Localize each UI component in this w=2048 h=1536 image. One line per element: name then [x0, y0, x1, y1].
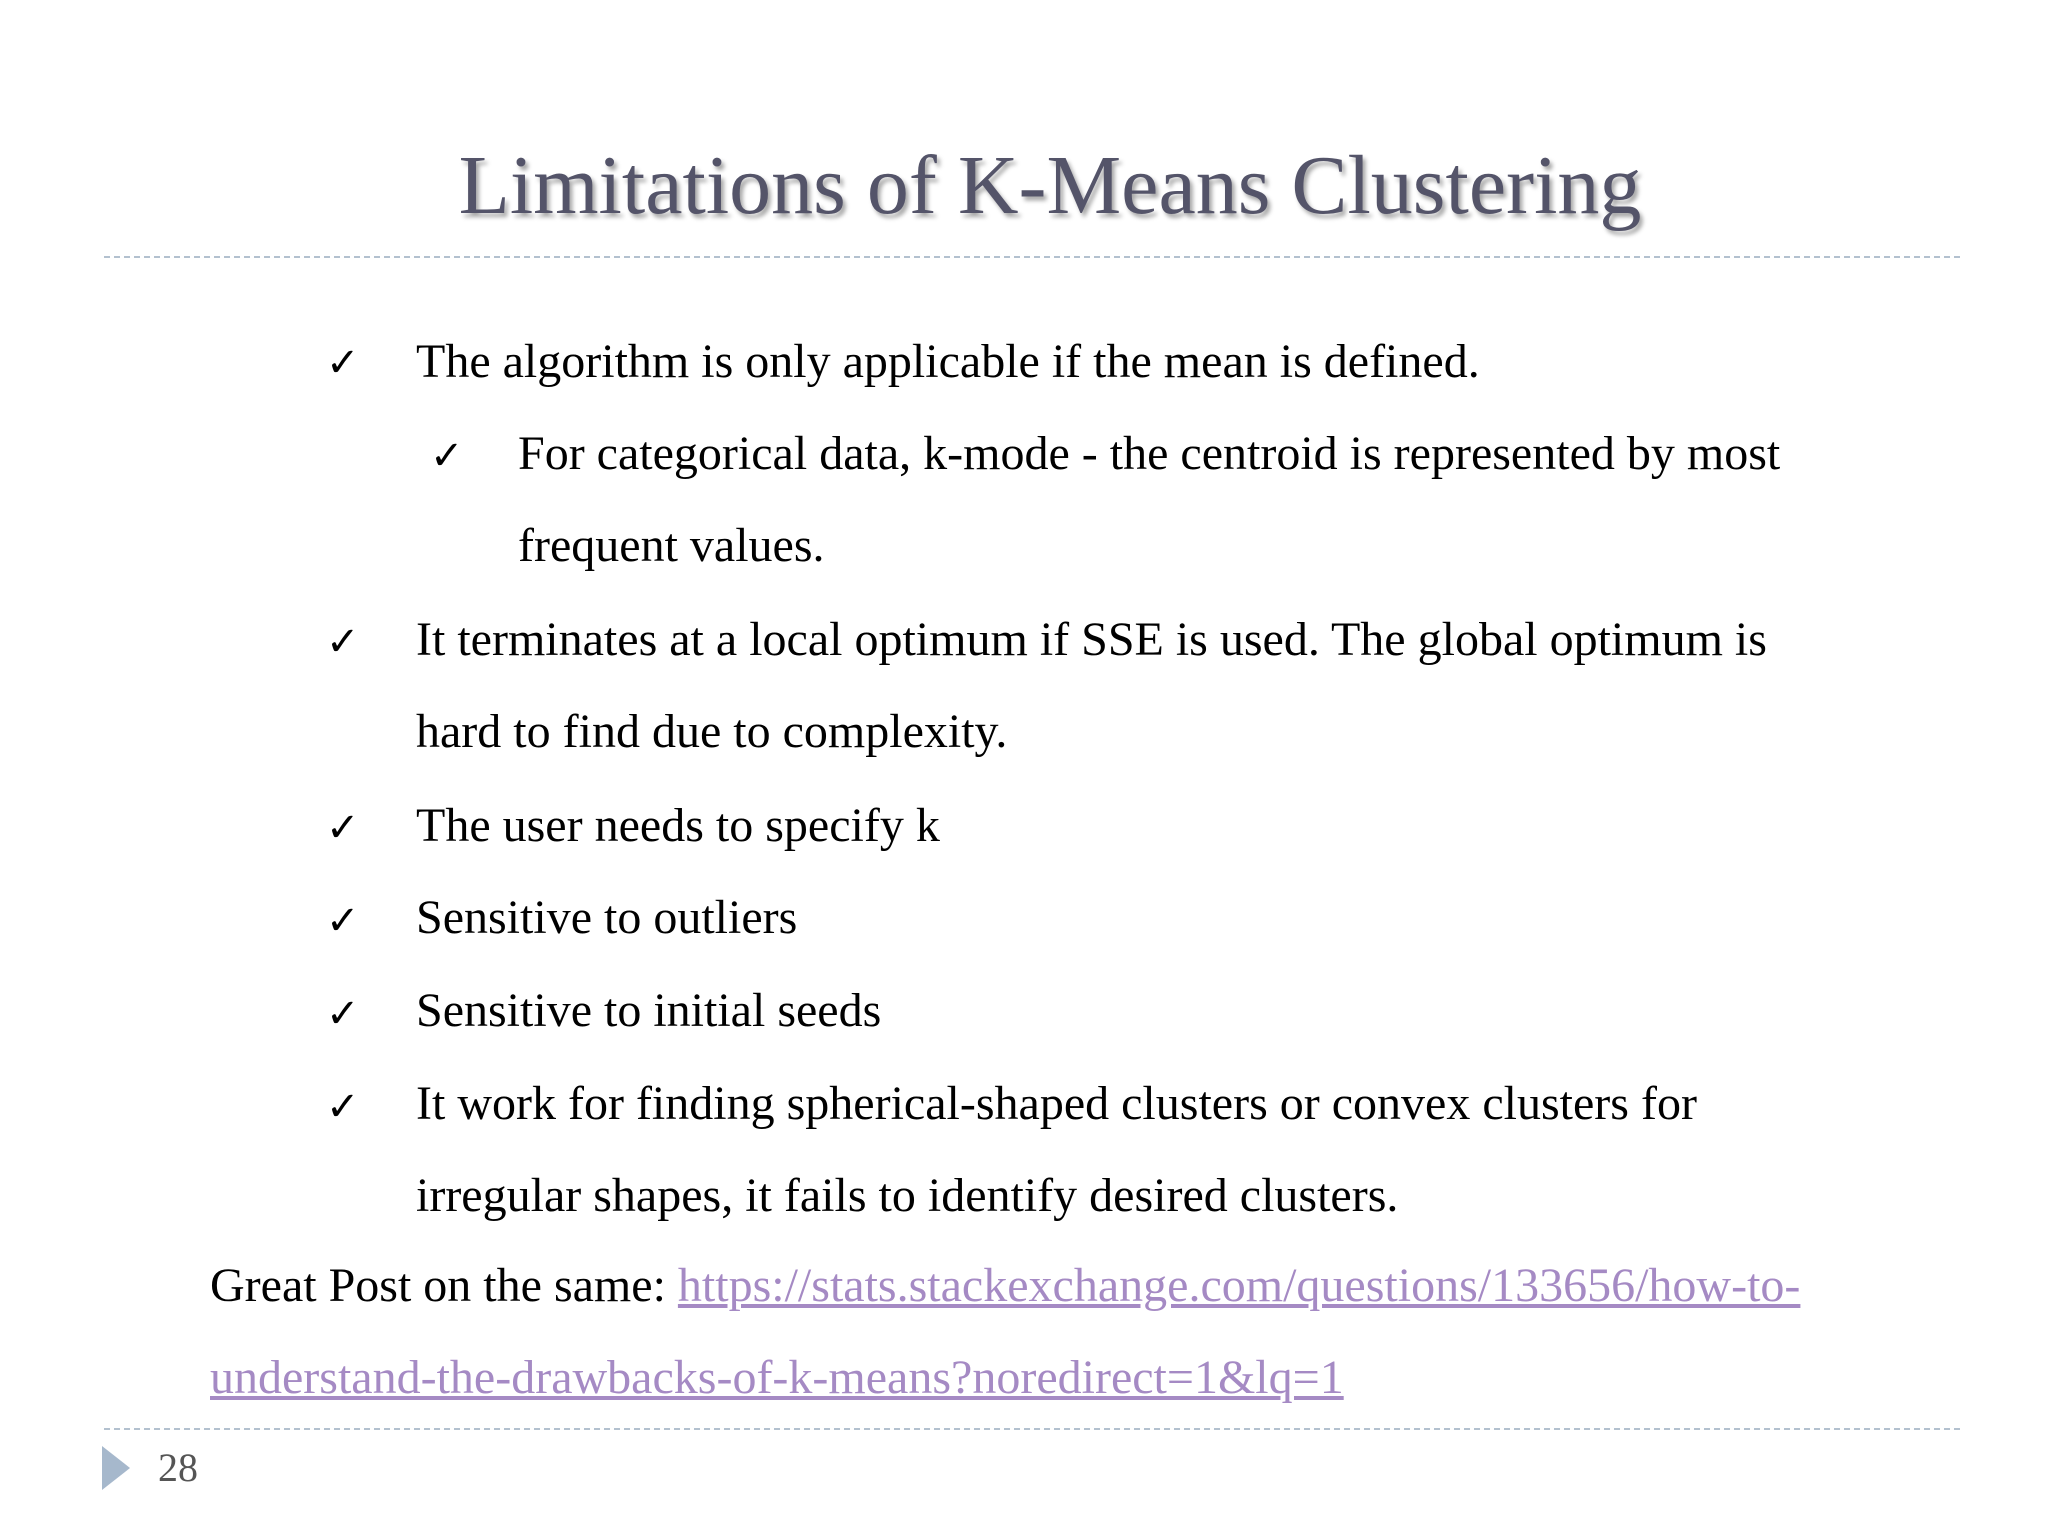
bullet-7 [416, 1058, 1697, 1242]
bullet-7-line-2: irregular shapes, it fails to identify desired clusters. [416, 1169, 1399, 1222]
footer-prefix: Great Post on the same: [210, 1259, 678, 1312]
title-divider [104, 256, 1960, 258]
bullet-7-line-1: It work for finding spherical-shaped clusters or convex clusters for [416, 1077, 1697, 1130]
bullet-1 [416, 316, 1480, 408]
bullet-4 [416, 780, 940, 872]
bullet-3-line-2: hard to find due to complexity. [416, 705, 1008, 758]
bullet-5-line-1: Sensitive to outliers [416, 891, 798, 944]
check-icon: ✓ [326, 340, 360, 386]
triangle-arrow-icon [102, 1446, 130, 1490]
bullet-2-line-1: For categorical data, k-mode - the centroid is represented by most [518, 427, 1781, 480]
bullet-3 [416, 594, 1767, 778]
bullet-3-line-1: It terminates at a local optimum if SSE is used. The global optimum is [416, 613, 1767, 666]
slide-title: Limitations of K-Means Clustering [458, 139, 1642, 232]
bullet-6-line-1: Sensitive to initial seeds [416, 984, 882, 1037]
bullet-1-line-1: The algorithm is only applicable if the mean is defined. [416, 335, 1480, 388]
reference-link[interactable]: https://stats.stackexchange.com/questions/133656/how-to-understand-the-drawbacks-of-k-means?noredirect=1&lq=1 [210, 1259, 1801, 1404]
bullet-2-line-2: frequent values. [518, 519, 825, 572]
check-icon: ✓ [326, 991, 360, 1037]
check-icon: ✓ [326, 898, 360, 944]
bullet-6 [416, 965, 881, 1057]
check-icon: ✓ [326, 619, 360, 665]
bullet-5 [416, 872, 797, 964]
check-icon: ✓ [326, 805, 360, 851]
bullet-4-line-1: The user needs to specify k [416, 799, 940, 852]
check-icon: ✓ [430, 433, 464, 479]
page-number: 28 [158, 1445, 198, 1490]
check-icon: ✓ [326, 1084, 360, 1130]
footer-reference [210, 1240, 1970, 1424]
footer-divider [104, 1428, 1960, 1430]
bullet-2 [518, 408, 1780, 592]
